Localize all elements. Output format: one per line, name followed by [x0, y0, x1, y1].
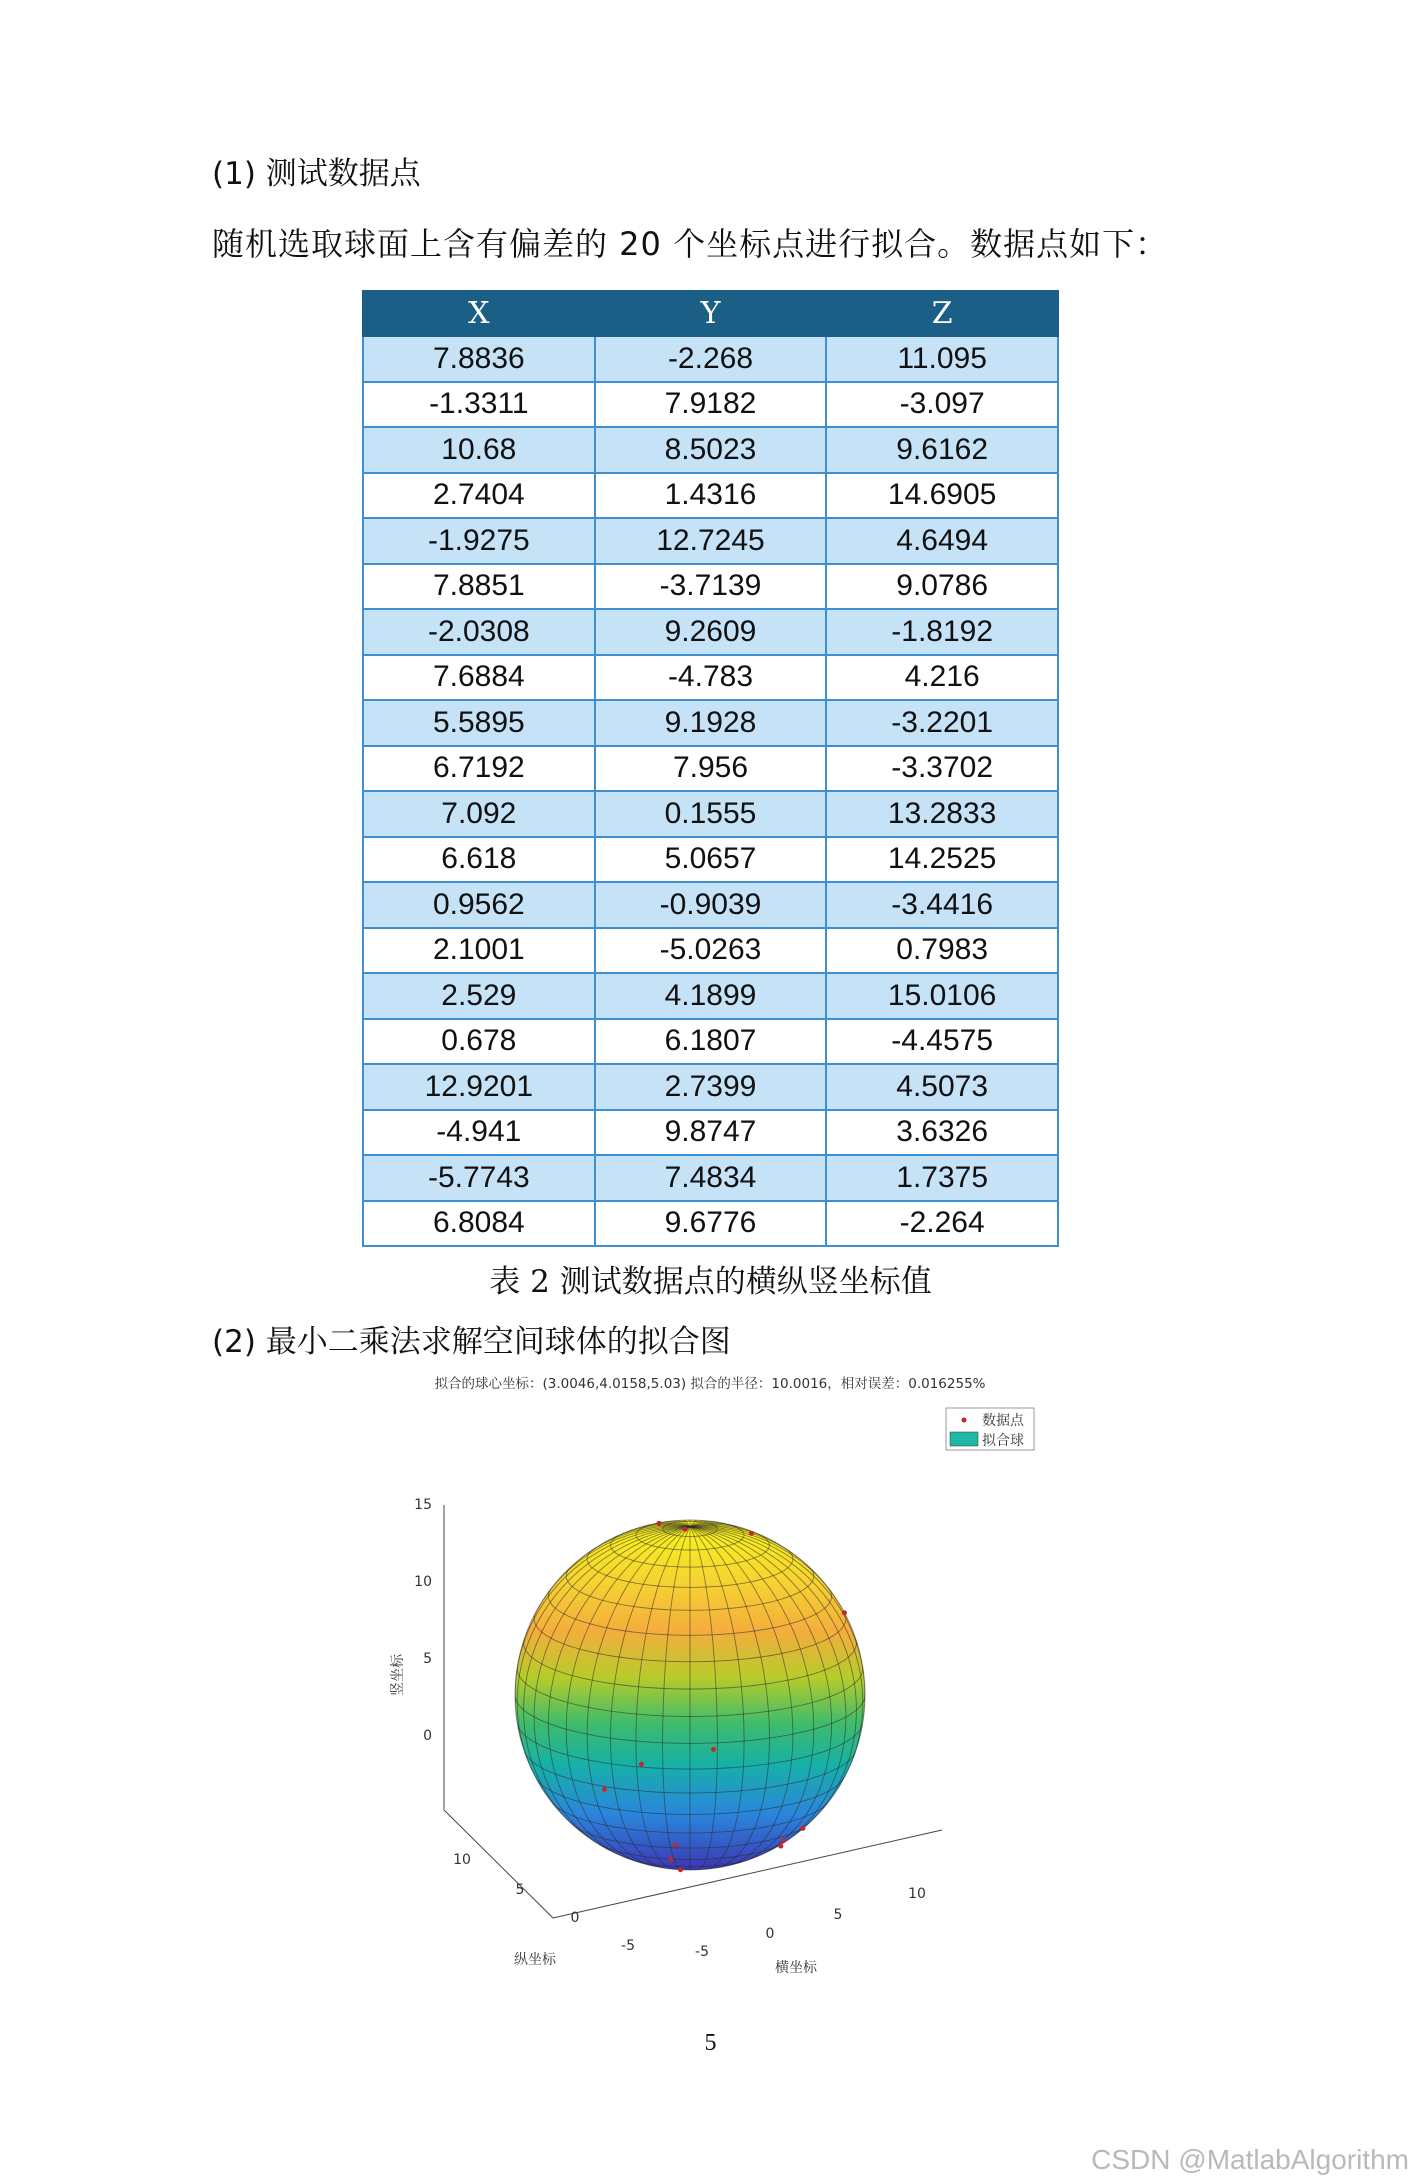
table-row: [363, 382, 1058, 428]
table-cell-y: -3.7139: [595, 564, 827, 610]
data-point: [778, 1844, 783, 1849]
data-point: [749, 1531, 754, 1536]
y-tick-label: 10: [453, 1852, 471, 1868]
table-cell-z: 11.095: [826, 336, 1058, 382]
data-point: [781, 1838, 786, 1843]
table-cell-y: -2.268: [595, 336, 827, 382]
legend-point-marker: [962, 1418, 967, 1423]
table-row: [363, 1019, 1058, 1065]
table-cell-z: 4.6494: [826, 518, 1058, 564]
table-cell-z: 9.6162: [826, 427, 1058, 473]
table-cell-y: 7.956: [595, 746, 827, 792]
table-cell-z: 14.2525: [826, 837, 1058, 883]
z-tick-label: 0: [423, 1728, 432, 1744]
y-tick-label: 5: [515, 1882, 525, 1898]
table-row: [363, 564, 1058, 610]
table-cell-x: 6.7192: [363, 746, 595, 792]
header-x: X: [363, 291, 595, 336]
table-header-row: [363, 291, 1058, 336]
table-cell-y: 0.1555: [595, 791, 827, 837]
table-cell-y: 7.9182: [595, 382, 827, 428]
table-row: [363, 791, 1058, 837]
table-row: [363, 1110, 1058, 1156]
table-cell-y: 9.2609: [595, 609, 827, 655]
x-tick-label: 10: [908, 1886, 926, 1902]
table-cell-y: 9.1928: [595, 700, 827, 746]
table-row: [363, 1155, 1058, 1201]
table-cell-y: 8.5023: [595, 427, 827, 473]
x-axis-ticks: [695, 1886, 926, 1960]
table-cell-y: 9.6776: [595, 1201, 827, 1247]
watermark: CSDN @MatlabAlgorithm: [1091, 2144, 1409, 2175]
y-tick-label: 0: [570, 1910, 580, 1926]
table-cell-x: 7.8851: [363, 564, 595, 610]
table-cell-z: -3.2201: [826, 700, 1058, 746]
table-cell-y: -0.9039: [595, 882, 827, 928]
x-tick-label: -5: [695, 1944, 709, 1960]
table-cell-x: -1.3311: [363, 382, 595, 428]
table-cell-z: -3.3702: [826, 746, 1058, 792]
table-row: [363, 655, 1058, 701]
data-point: [683, 1527, 688, 1532]
table-cell-x: -2.0308: [363, 609, 595, 655]
intro-paragraph: 随机选取球面上含有偏差的 20 个坐标点进行拟合。数据点如下：: [212, 225, 1169, 263]
data-point: [673, 1843, 678, 1848]
table-cell-x: 10.68: [363, 427, 595, 473]
section-heading-2: (2) 最小二乘法求解空间球体的拟合图: [212, 1324, 731, 1360]
header-z: Z: [826, 291, 1058, 336]
table-row: [363, 473, 1058, 519]
table-cell-x: 5.5895: [363, 700, 595, 746]
table-row: [363, 700, 1058, 746]
table-cell-x: 6.618: [363, 837, 595, 883]
table-cell-z: 9.0786: [826, 564, 1058, 610]
table-cell-x: 7.6884: [363, 655, 595, 701]
z-axis-ticks: [414, 1497, 432, 1744]
table-row: [363, 427, 1058, 473]
table-cell-z: 3.6326: [826, 1110, 1058, 1156]
data-table: [362, 290, 1059, 1247]
z-tick-label: 10: [414, 1574, 432, 1590]
table-cell-y: 1.4316: [595, 473, 827, 519]
data-point: [602, 1787, 607, 1792]
z-tick-label: 15: [414, 1497, 432, 1513]
table-row: [363, 882, 1058, 928]
table-cell-x: -5.7743: [363, 1155, 595, 1201]
legend-entry-sphere: 拟合球: [982, 1433, 1024, 1449]
sphere-fit-chart: [370, 1370, 1050, 1990]
chart-title: 拟合的球心坐标：(3.0046,4.0158,5.03) 拟合的半径：10.0016，相对误差：0.016255%: [434, 1376, 986, 1392]
table-cell-z: 4.216: [826, 655, 1058, 701]
y-axis-label: 纵坐标: [514, 1952, 556, 1968]
table-cell-x: 2.7404: [363, 473, 595, 519]
table-cell-z: -2.264: [826, 1201, 1058, 1247]
table-cell-x: 12.9201: [363, 1064, 595, 1110]
page-number: 5: [704, 2030, 717, 2056]
table-row: [363, 973, 1058, 1019]
table-cell-x: 6.8084: [363, 1201, 595, 1247]
legend-sphere-patch: [950, 1432, 978, 1446]
table-cell-x: 7.092: [363, 791, 595, 837]
table-cell-x: 2.529: [363, 973, 595, 1019]
y-tick-label: -5: [621, 1938, 635, 1954]
table-cell-z: -4.4575: [826, 1019, 1058, 1065]
table-cell-z: 4.5073: [826, 1064, 1058, 1110]
y-axis-ticks: [453, 1852, 635, 1954]
data-point: [657, 1521, 662, 1526]
table-cell-z: 14.6905: [826, 473, 1058, 519]
z-tick-label: 5: [423, 1651, 432, 1667]
table-cell-y: 4.1899: [595, 973, 827, 1019]
legend: [946, 1408, 1034, 1450]
table-cell-x: -4.941: [363, 1110, 595, 1156]
table-cell-y: -4.783: [595, 655, 827, 701]
x-tick-label: 5: [833, 1907, 843, 1923]
table-row: [363, 336, 1058, 382]
table-cell-y: 9.8747: [595, 1110, 827, 1156]
header-y: Y: [595, 291, 827, 336]
fitted-sphere: [515, 1520, 865, 1870]
table-cell-x: 0.9562: [363, 882, 595, 928]
table-row: [363, 746, 1058, 792]
table-cell-z: -3.4416: [826, 882, 1058, 928]
data-point: [668, 1857, 673, 1862]
table-cell-z: 13.2833: [826, 791, 1058, 837]
table-caption: 表 2 测试数据点的横纵竖坐标值: [489, 1264, 932, 1300]
table-cell-y: 5.0657: [595, 837, 827, 883]
table-row: [363, 837, 1058, 883]
table-cell-z: 1.7375: [826, 1155, 1058, 1201]
table-row: [363, 609, 1058, 655]
table-cell-z: -1.8192: [826, 609, 1058, 655]
legend-entry-points: 数据点: [982, 1413, 1024, 1429]
section-heading-1: (1) 测试数据点: [212, 156, 421, 192]
z-axis-label: 竖坐标: [390, 1654, 406, 1696]
table-row: [363, 1201, 1058, 1247]
table-cell-y: -5.0263: [595, 928, 827, 974]
table-cell-y: 12.7245: [595, 518, 827, 564]
table-cell-y: 6.1807: [595, 1019, 827, 1065]
data-point: [711, 1747, 716, 1752]
table-cell-z: -3.097: [826, 382, 1058, 428]
table-cell-y: 2.7399: [595, 1064, 827, 1110]
table-cell-z: 0.7983: [826, 928, 1058, 974]
table-row: [363, 928, 1058, 974]
table-row: [363, 518, 1058, 564]
table-cell-y: 7.4834: [595, 1155, 827, 1201]
table-cell-x: 7.8836: [363, 336, 595, 382]
data-point: [800, 1826, 805, 1831]
table-cell-x: 2.1001: [363, 928, 595, 974]
table-cell-x: -1.9275: [363, 518, 595, 564]
data-point: [639, 1762, 644, 1767]
table-row: [363, 1064, 1058, 1110]
x-tick-label: 0: [765, 1926, 775, 1942]
data-point: [678, 1867, 683, 1872]
table-cell-z: 15.0106: [826, 973, 1058, 1019]
table-cell-x: 0.678: [363, 1019, 595, 1065]
data-point: [842, 1610, 847, 1615]
x-axis-label: 横坐标: [775, 1960, 817, 1976]
